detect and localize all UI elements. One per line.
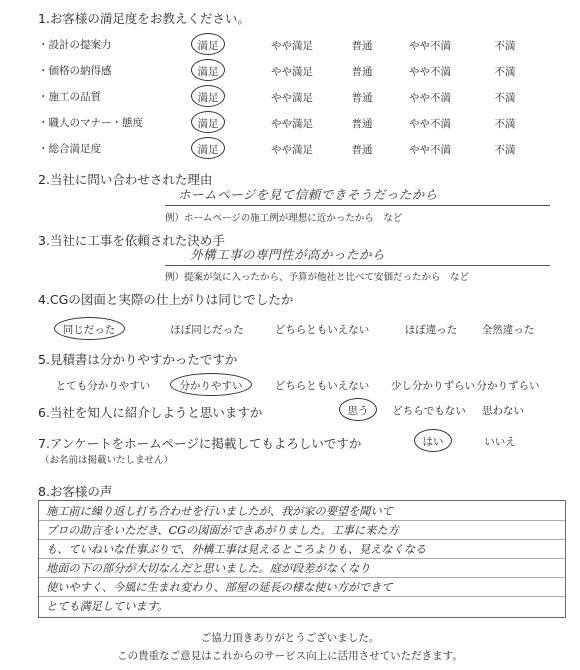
q1-option[interactable]: 満足 [197,40,219,52]
q1-option[interactable]: 不満 [494,144,516,156]
q5-title: 5.見積書は分かりやすかったですか [38,352,238,367]
q6-option[interactable]: 思う [347,405,369,417]
selection-circle [191,85,225,107]
q1-option[interactable]: やや満足 [271,66,313,78]
q3-title: 3.当社に工事を依頼された決め手 [38,233,225,248]
q2-example: 例）ホームページの施工例が理想に近かったから など [165,213,403,224]
q1-row-label: ・職人のマナー・態度 [38,117,143,129]
q1-option[interactable]: やや満足 [271,40,313,52]
q1-row-label: ・設計の提案力 [38,39,112,51]
q2-answer: ホームページを見て信頼できそうだったから [178,187,438,202]
q4-option[interactable]: どちらともいえない [274,324,370,336]
q6-option[interactable]: どちらでもない [392,405,466,417]
q3-answer: 外構工事の専門性が高かったから [190,247,386,262]
q1-row-label: ・施工の品質 [38,91,101,103]
q1-option[interactable]: やや満足 [271,144,313,156]
q6-option[interactable]: 思わない [482,405,524,417]
q8-title: 8.お客様の声 [38,484,113,499]
customer-voice-line: プロの助言をいただき、CGの図面ができあがりました。工事に来た方 [46,524,399,537]
q1-option[interactable]: 普通 [351,40,373,52]
q1-option[interactable]: やや不満 [409,66,451,78]
q1-option[interactable]: やや不満 [409,144,451,156]
selection-circle [191,137,225,159]
customer-voice-line: 使いやすく、今風に生まれ変わり、部屋の延長の様な使い方ができて [46,581,393,594]
q5-option[interactable]: 分かりずらい [476,380,540,392]
q5-option[interactable]: 分かりやすい [179,380,243,392]
q4-title: 4.CGの図面と実際の仕上がりは同じでしたか [38,292,294,307]
q5-option[interactable]: とても分かりやすい [55,380,151,392]
q5-option[interactable]: どちらともいえない [274,380,370,392]
q1-option[interactable]: 普通 [351,118,373,130]
q1-option[interactable]: 不満 [494,92,516,104]
q1-option[interactable]: やや不満 [409,40,451,52]
customer-voice-line: 施工前に繰り返し打ち合わせを行いましたが、我が家の要望を聞いて [46,505,393,518]
q5-option[interactable]: 少し分かりずらい [391,380,475,392]
q1-option[interactable]: 不満 [494,40,516,52]
q7-title: 7.アンケートをホームページに掲載してもよろしいですか [38,436,362,451]
q1-option[interactable]: 普通 [351,66,373,78]
q1-row-label: ・総合満足度 [38,143,101,155]
customer-voice-line: とても満足しています。 [46,600,169,613]
selection-circle [170,373,252,396]
thanks-text: ご協力頂きありがとうございました。 [200,632,380,644]
q4-option[interactable]: ほぼ同じだった [170,324,244,336]
q1-option[interactable]: 満足 [197,66,219,78]
q1-option[interactable]: やや満足 [271,92,313,104]
q3-answer-line [165,265,550,266]
q2-title: 2.当社に問い合わせされた理由 [38,172,213,187]
q1-title: 1.お客様の満足度をお教えください。 [38,11,250,26]
customer-voice-line: も、ていねいな仕事ぶりで、外構工事は見えるところよりも、見えなくなる [46,543,427,556]
q7-note: （お名前は掲載いたしません） [40,455,174,466]
selection-circle [54,317,125,340]
selection-circle [191,59,225,81]
q1-option[interactable]: やや満足 [271,118,313,130]
q1-option[interactable]: 普通 [351,92,373,104]
q3-example: 例）提案が気に入ったから、予算が他社と比べて安価だったから など [165,272,470,283]
usage-text: この貴重なご意見はこれからのサービス向上に活用させていただきます。 [117,650,463,662]
q1-row-label: ・価格の納得感 [38,65,112,77]
q7-option[interactable]: いいえ [484,436,516,448]
q4-option[interactable]: 全然違った [481,324,535,336]
q4-option[interactable]: ほぼ違った [404,324,458,336]
q1-option[interactable]: 不満 [494,66,516,78]
q1-option[interactable]: 満足 [197,92,219,104]
q6-title: 6.当社を知人に紹介しようと思いますか [38,405,263,420]
q2-answer-line [165,205,550,206]
q1-option[interactable]: やや不満 [409,118,451,130]
q7-option[interactable]: はい [422,436,444,448]
q1-option[interactable]: やや不満 [409,92,451,104]
q1-option[interactable]: 不満 [494,118,516,130]
q1-option[interactable]: 普通 [351,144,373,156]
selection-circle [191,33,225,55]
customer-voice-line: 地面の下の部分が大切なんだと思いました。庭が段差がなくなり [46,562,371,575]
q1-option[interactable]: 満足 [197,144,219,156]
selection-circle [191,111,225,133]
q1-option[interactable]: 満足 [197,118,219,130]
q4-option[interactable]: 同じだった [62,324,116,336]
